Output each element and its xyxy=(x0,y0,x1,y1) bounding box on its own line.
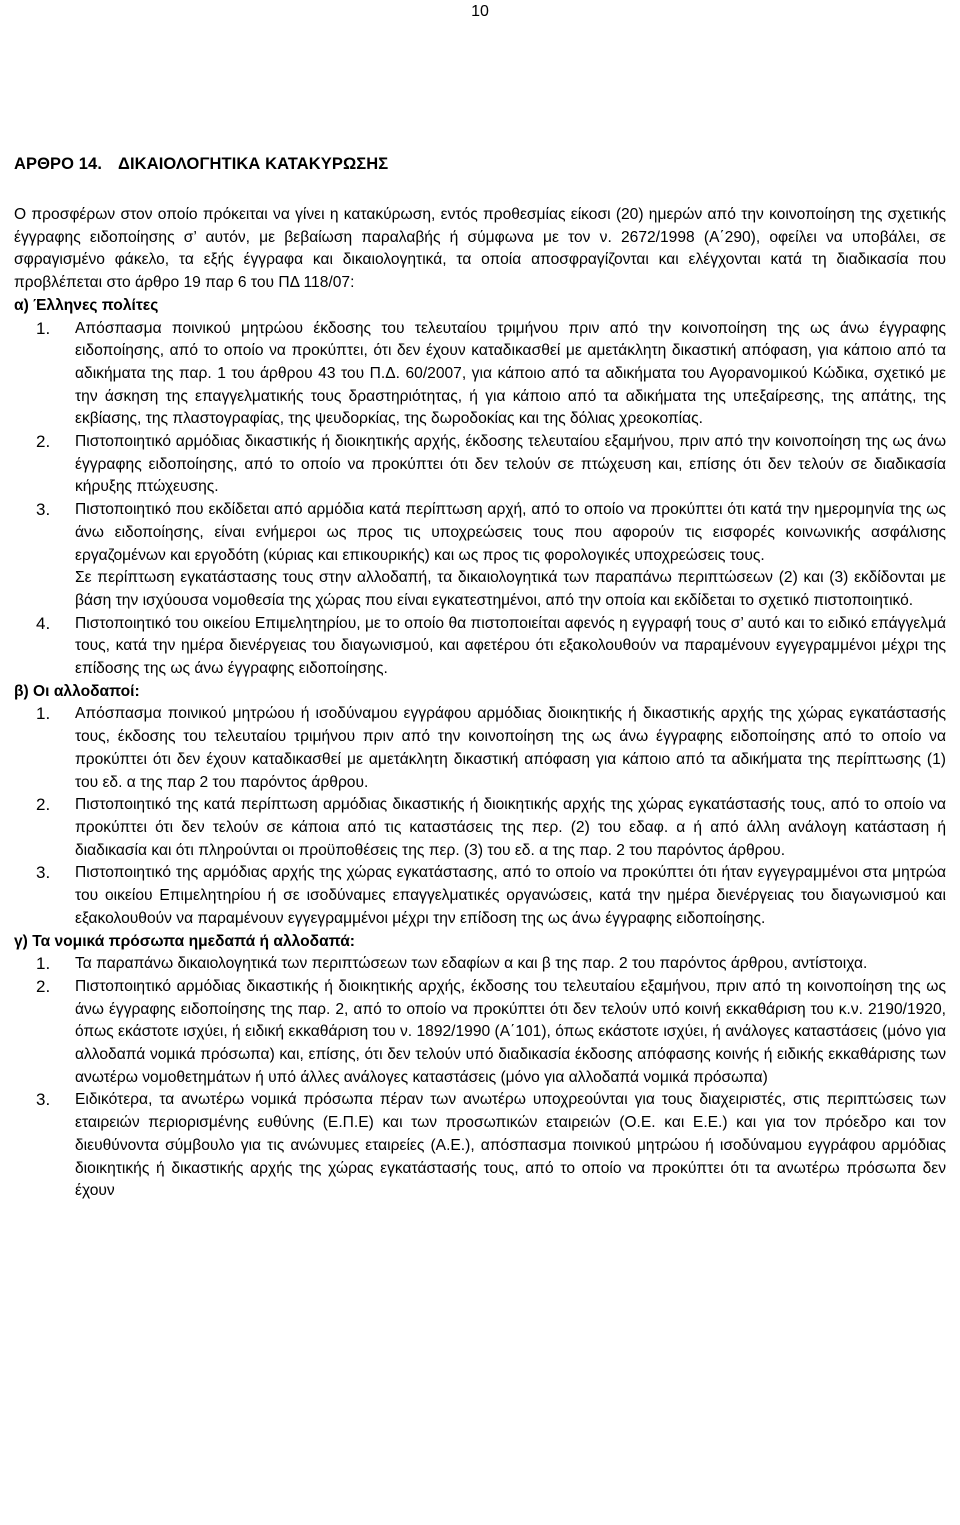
article-title: ΔΙΚΑΙΟΛΟΓΗΤΙΚΑ ΚΑΤΑΚΥΡΩΣΗΣ xyxy=(118,155,389,173)
section-title: α) Έλληνες πολίτες xyxy=(14,296,159,314)
item-text: Πιστοποιητικό του οικείου Επιμελητηρίου, με το οποίο θα πιστοποιείται αφενός η εγγραφή τους σ’ αυτό και το ειδικό επάγγελμά τους, κατά την ημέρα διενέργειας του διαγωνισμού, και αφετέρου ότι εξακολουθούν να παραμένουν εγγεγραμμένοι μέχρι της επίδοσης της ως άνω έγγραφης ειδοποίησης. xyxy=(75,614,946,678)
list-item xyxy=(14,431,946,499)
list-item xyxy=(14,953,946,976)
section-title: γ) Τα νομικά πρόσωπα ημεδαπά ή αλλοδαπά: xyxy=(14,932,355,950)
list-item xyxy=(14,499,946,613)
item-number: 3. xyxy=(36,500,51,520)
item-text: Τα παραπάνω δικαιολογητικά των περιπτώσεων των εδαφίων α και β της παρ. 2 του παρόντος άρθρου, αντίστοιχα. xyxy=(75,955,868,973)
item-number: 4. xyxy=(36,613,51,633)
item-text: Πιστοποιητικό της κατά περίπτωση αρμόδιας δικαστικής ή διοικητικής αρχής της χώρας εγκατάστασής τους, από το οποίο να προκύπτει ότι δεν τελούν σε κάποια από τις καταστάσεις της περ. (2) του εδαφ. α ή από άλλη ανάλογη κατάσταση ή διαδικασία και ότι πληρούνται οι προϋποθέσεις της περ. (3) του εδ. α της παρ. 2 του παρόντος άρθρου. xyxy=(75,796,946,859)
list-item xyxy=(14,613,946,681)
item-number: 1. xyxy=(36,704,51,724)
list-item xyxy=(14,794,946,862)
section-greek-citizens xyxy=(14,295,946,681)
item-text-continuation: Σε περίπτωση εγκατάστασης τους στην αλλοδαπή, τα δικαιολογητικά των παραπάνω περιπτώσεων (2) και (3) εκδίδονται με βάση την ισχύουσα νομοθεσία της χώρας που είναι εγκατεστημένοι, από την οποία και εκδίδεται το σχετικό πιστοποιητικό. xyxy=(75,569,946,609)
intro-paragraph: Ο προσφέρων στον οποίο πρόκειται να γίνει η κατακύρωση, εντός προθεσμίας είκοσι (20) ημερών από την κοινοποίηση της σχετικής έγγραφης ειδοποίησης σ’ αυτόν, με βεβαίωση παραλαβής ή σύμφωνα με τον ν. 2672/1998 (Α΄290), οφείλει να υποβάλει, σε σφραγισμένο φάκελο, τα εξής έγγραφα και δικαιολογητικά, τα οποία αποσφραγίζονται και ελέγχονται κατά τη διαδικασία που προβλέπεται στο άρθρο 19 παρ 6 του ΠΔ 118/07: xyxy=(14,206,946,292)
section-legal-entities xyxy=(14,931,946,1203)
item-text: Απόσπασμα ποινικού μητρώου ή ισοδύναμου εγγράφου αρμόδιας διοικητικής ή δικαστικής αρχής της χώρας εγκατάστασής τους, έκδοσης του τελευταίου τριμήνου πριν από την κοινοποίηση της ως άνω έγγραφης ειδοποίησης από το οποίο να προκύπτει ότι δεν έχουν καταδικασθεί με αμετάκλητη δικαστική απόφαση για κάποιο από τα αδικήματα της περίπτωσης (1) του εδ. α της παρ 2 του παρόντος άρθρου. xyxy=(75,705,946,791)
list-item xyxy=(14,318,946,432)
list-item xyxy=(14,976,946,1090)
item-number: 3. xyxy=(36,1090,51,1110)
item-number: 2. xyxy=(36,795,51,815)
list-item xyxy=(14,1089,946,1203)
item-number: 2. xyxy=(36,976,51,996)
item-number: 2. xyxy=(36,432,51,452)
list-item xyxy=(14,862,946,930)
item-text: Απόσπασμα ποινικού μητρώου έκδοσης του τελευταίου τριμήνου πριν από την κοινοποίηση της ως άνω έγγραφης ειδοποίησης, από το οποίο να προκύπτει, ότι δεν έχουν καταδικασθεί με αμετάκλητη δικαστική απόφαση, για κάποιο από τα αδικήματα της παρ. 1 του άρθρου 43 του Π.Δ. 60/2007, για κάποιο από τα αδικήματα του Αγορανομικού Κώδικα, σχετικό με την άσκηση της επαγγελματικής τους δραστηριότητας, ή για κάποιο από τα αδικήματα της υπεξαίρεσης, της απάτης, της εκβίασης, της πλαστογραφίας, της ψευδορκίας, της δωροδοκίας και της δόλιας χρεοκοπίας. xyxy=(75,319,946,428)
item-text: Ειδικότερα, τα ανωτέρω νομικά πρόσωπα πέραν των ανωτέρω υποχρεούνται για τους διαχειριστές, στις περιπτώσεις των εταιρειών περιορισμένης ευθύνης (Ε.Π.Ε) και των προσωπικών εταιρειών (Ο.Ε. και Ε.Ε.) και για τον πρόεδρο και τον διευθύνοντα σύμβουλο για τις ανώνυμες εταιρείες (Α.Ε.), απόσπασμα ποινικού μητρώου ή ισοδύναμου εγγράφου αρμόδιας διοικητικής ή δικαστικής αρχής της χώρας εγκατάστασής τους, από το οποίο να προκύπτει ότι τα ανωτέρω πρόσωπα δεν έχουν xyxy=(75,1091,946,1200)
page-number: 10 xyxy=(471,3,489,20)
list-item xyxy=(14,703,946,794)
item-text: Πιστοποιητικό που εκδίδεται από αρμόδια κατά περίπτωση αρχή, από το οποίο να προκύπτει ότι κατά την ημερομηνία της ως άνω ειδοποίησης, είναι ενήμεροι ως προς τις υποχρεώσεις τους που αφορούν τις εισφορές κοινωνικής ασφάλισης εργαζομένων και εργοδότη (κύριας και επικουρικής) και ως προς τις φορολογικές υποχρεώσεις τους. xyxy=(75,501,946,564)
item-number: 3. xyxy=(36,863,51,883)
article-heading xyxy=(14,154,388,174)
item-number: 1. xyxy=(36,954,51,974)
item-text: Πιστοποιητικό της αρμόδιας αρχής της χώρας εγκατάστασης, από το οποίο να προκύπτει ότι ήταν εγγεγραμμένοι στα μητρώα του οικείου Επιμελητηρίου ή σε ισοδύναμες επαγγελματικές οργανώσεις, κατά την ημέρα διενέργειας του διαγωνισμού και εξακολουθούν να παραμένουν εγγεγραμμένοι μέχρι την επίδοση της ως άνω έγγραφης ειδοποίησης. xyxy=(75,864,946,927)
item-text: Πιστοποιητικό αρμόδιας δικαστικής ή διοικητικής αρχής, έκδοσης του τελευταίου εξαμήνου, πριν από τη κοινοποίηση της ως άνω έγγραφης ειδοποίησης της παρ. 2, από το οποίο να προκύπτει ότι δεν τελούν υπό κοινή εκκαθάριση του κ.ν. 2190/1920, όπως εκάστοτε ισχύει, ή ειδική εκκαθάριση του ν. 1892/1990 (Α΄101), όπως εκάστοτε ισχύει, ή ανάλογες καταστάσεις (μόνο για αλλοδαπά νομικά πρόσωπα) και, επίσης, ότι δεν τελούν υπό διαδικασία έκδοσης απόφασης κοινής ή ειδικής εκκαθάρισης των ανωτέρω νομοθετημάτων ή υπό άλλες ανάλογες καταστάσεις (μόνο για αλλοδαπά νομικά πρόσωπα) xyxy=(75,977,946,1086)
section-foreigners xyxy=(14,681,946,931)
article-number: ΑΡΘΡΟ 14. xyxy=(14,155,103,173)
article-body xyxy=(14,204,946,1203)
item-text: Πιστοποιητικό αρμόδιας δικαστικής ή διοικητικής αρχής, έκδοσης τελευταίου εξαμήνου, πριν από την κοινοποίηση της ως άνω έγγραφης ειδοποίησης, από το οποίο να προκύπτει ότι δεν τελούν σε πτώχευση και, επίσης ότι δεν τελούν σε διαδικασία κήρυξης πτώχευσης. xyxy=(75,433,946,496)
section-title: β) Οι αλλοδαποί: xyxy=(14,682,140,700)
item-number: 1. xyxy=(36,318,51,338)
